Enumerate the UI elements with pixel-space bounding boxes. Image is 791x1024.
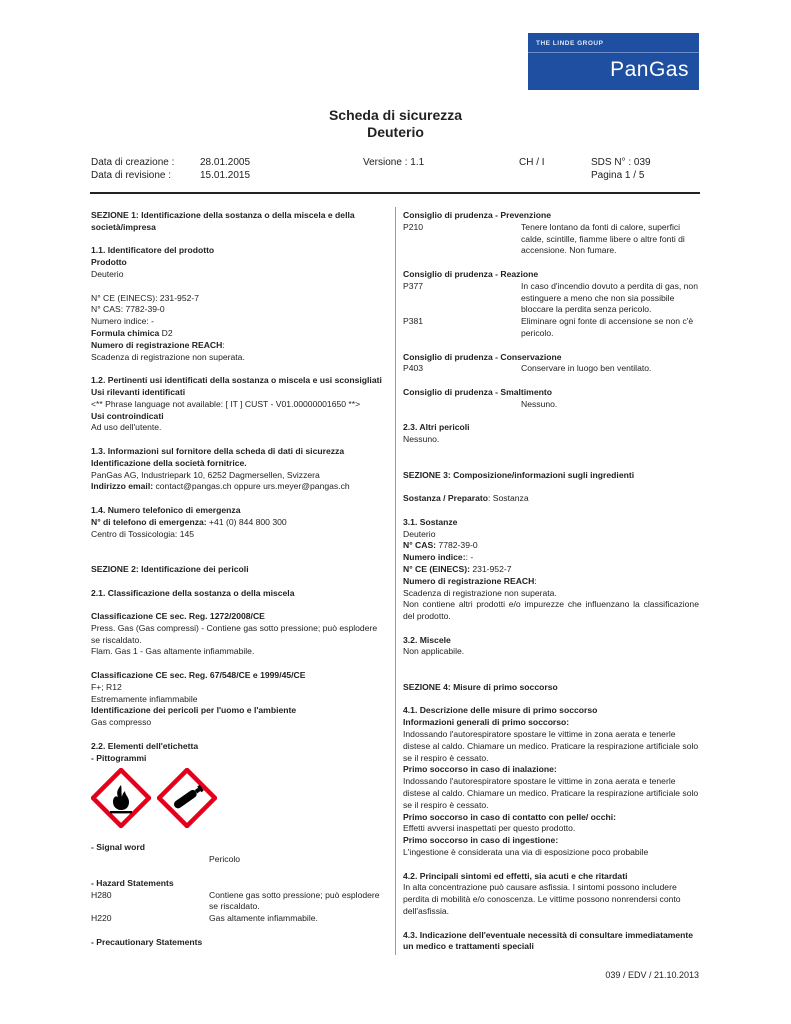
pangas-brand: PanGas — [610, 58, 689, 81]
reaction-title: Consiglio di prudenza - Reazione — [403, 268, 539, 279]
fornitrice-label: Identificazione della società fornitrice. — [91, 457, 247, 468]
substance-label: Sostanza / Preparato — [403, 493, 489, 504]
ce-label: N° CE (EINECS): — [403, 563, 470, 574]
precautionary-label: - Precautionary Statements — [91, 936, 203, 947]
ingestion-text: L'ingestione è considerata una via di esposizione poco probabile — [403, 847, 649, 858]
substance-name: Deuterio — [403, 528, 436, 539]
h220-code: H220 — [91, 913, 112, 924]
p377-text: In caso d'incendio dovuto a perdita di gas, non estinguere a meno che non sia possibile bloccare la perdita senza pericolo. — [521, 280, 698, 315]
general-aid-label: Informazioni generali di primo soccorso: — [403, 717, 570, 728]
formula — [91, 328, 387, 340]
h220-text: Gas altamente infiammabile. — [209, 913, 318, 924]
clp-line-1: Press. Gas (Gas compressi) - Contiene gas sotto pressione; può esplodere se riscaldato. — [91, 622, 378, 645]
reach-value: Scadenza di registrazione non superata. — [403, 587, 557, 598]
reach-label: Numero di registrazione REACH — [91, 339, 223, 350]
dsd-title: Classificazione CE sec. Reg. 67/548/CE e 1999/45/CE — [91, 670, 306, 681]
reach-colon: : — [222, 339, 225, 350]
prevention-title: Consiglio di prudenza - Prevenzione — [403, 210, 552, 220]
gas-cylinder-pictogram-icon — [157, 768, 217, 828]
h280-row — [91, 890, 387, 914]
phone-value: +41 (0) 844 800 300 — [206, 516, 287, 527]
fornitrice-value: PanGas AG, Industriepark 10, 6252 Dagmersellen, Svizzera — [91, 469, 320, 480]
reach-note: Non contiene altri prodotti e/o impurezze che influenzano la classificazione del prodotto. — [403, 599, 699, 622]
p381-code: P381 — [403, 316, 424, 327]
dsd-line-2: Estremamente infiammabile — [91, 693, 198, 704]
country-language: CH / I — [519, 157, 545, 168]
cas-value: 7782-39-0 — [436, 540, 478, 551]
section-3-2-text: Non applicabile. — [403, 646, 465, 657]
skin-eye-label: Primo soccorso in caso di contatto con pelle/ occhi: — [403, 811, 616, 822]
h220-row — [91, 913, 387, 925]
right-column — [403, 210, 699, 953]
ingestion-label: Primo soccorso in caso di ingestione: — [403, 835, 559, 846]
ce-row — [403, 564, 699, 576]
pangas-logo — [528, 33, 699, 90]
index-row — [403, 552, 699, 564]
creation-date: 28.01.2005 — [200, 157, 251, 168]
ce-value: 231-952-7 — [469, 563, 512, 574]
index-number: Numero indice: - — [91, 316, 155, 327]
formula-label: Formula chimica — [91, 327, 160, 338]
dsd-line-1: F+; R12 — [91, 681, 122, 692]
document-title: Scheda di sicurezza — [328, 107, 463, 123]
reach-row — [403, 576, 699, 588]
clp-line-2: Flam. Gas 1 - Gas altamente infiammabile. — [91, 646, 255, 657]
skin-eye-text: Effetti avversi inaspettati per questo prodotto. — [403, 823, 576, 834]
section-2-3-title: 2.3. Altri pericoli — [403, 422, 470, 433]
section-2-1-title: 2.1. Classificazione della sostanza o della miscela — [91, 587, 295, 598]
p377-code: P377 — [403, 280, 424, 291]
usi-value: <** Phrase language not available: [ IT ] CUST - V01.00000001650 **> — [91, 398, 361, 409]
clp-title: Classificazione CE sec. Reg. 1272/2008/CE — [91, 611, 265, 622]
section-4-3-title: 4.3. Indicazione dell'eventuale necessità di consultare immediatamente un medico e trattamenti speciali — [403, 929, 694, 952]
product-title: Deuterio — [367, 124, 424, 140]
email-value[interactable]: contact@pangas.ch oppure urs.meyer@pangas.ch — [153, 481, 350, 492]
section-2-title: SEZIONE 2: Identificazione dei pericoli — [91, 563, 249, 574]
substance-value: : Sostanza — [488, 493, 529, 504]
reach-label: Numero di registrazione REACH — [403, 575, 535, 586]
linde-group-label: THE LINDE GROUP — [536, 40, 604, 47]
hazard-id-label: Identificazione dei pericoli per l'uomo e l'ambiente — [91, 705, 297, 716]
section-3-title: SEZIONE 3: Composizione/informazioni sugli ingredienti — [403, 469, 635, 480]
usi-label: Usi rilevanti identificati — [91, 386, 186, 397]
h280-code: H280 — [91, 889, 112, 900]
p210-code: P210 — [403, 221, 424, 232]
emergency-phone — [91, 517, 387, 529]
ce-number: N° CE (EINECS): 231-952-7 — [91, 292, 200, 303]
section-4-2-text: In alta concentrazione può causare asfissia. I sintomi possono includere perdita di mobilità e/o conoscenza. Le vittime possono nonrendersi conto dell'asfissia. — [403, 882, 681, 917]
section-2-2-title: 2.2. Elementi dell'etichetta — [91, 740, 199, 751]
section-4-title: SEZIONE 4: Misure di primo soccorso — [403, 681, 558, 692]
revision-date: 15.01.2015 — [200, 170, 251, 181]
cas-label: N° CAS: — [403, 540, 437, 551]
h280-text: Contiene gas sotto pressione; può esplodere se riscaldato. — [209, 889, 380, 912]
section-1-1-title: 1.1. Identificatore del prodotto — [91, 245, 215, 256]
contro-value: Ad uso dell'utente. — [91, 422, 162, 433]
signal-word-label: - Signal word — [91, 842, 145, 853]
p381-text: Eliminare ogni fonte di accensione se non c'è pericolo. — [521, 316, 694, 338]
index-label: Numero indice: — [403, 552, 466, 563]
reach — [91, 340, 387, 352]
version: Versione : 1.1 — [363, 157, 425, 168]
pictograms-label: - Pittogrammi — [91, 752, 147, 763]
p381-row — [403, 316, 699, 340]
section-1-2-title: 1.2. Pertinenti usi identificati della sostanza o miscela e usi sconsigliati — [91, 375, 382, 386]
column-divider — [395, 207, 396, 955]
substance-type — [403, 493, 699, 505]
p403-row — [403, 363, 699, 375]
section-3-1-title: 3.1. Sostanze — [403, 516, 458, 527]
header-rule — [90, 192, 700, 194]
contro-label: Usi controindicati — [91, 410, 164, 421]
reach-value: Scadenza di registrazione non superata. — [91, 351, 245, 362]
inhalation-label: Primo soccorso in caso di inalazione: — [403, 764, 557, 775]
section-2-3-text: Nessuno. — [403, 434, 440, 445]
signal-word-value: Pericolo — [209, 854, 241, 865]
page-number: Pagina 1 / 5 — [591, 170, 645, 181]
hazard-statements-label: - Hazard Statements — [91, 877, 174, 888]
prodotto-label: Prodotto — [91, 257, 127, 268]
cas-row — [403, 540, 699, 552]
section-1-title: SEZIONE 1: Identificazione della sostanza o della miscela e della società/impresa — [91, 210, 355, 232]
logo-divider — [528, 52, 699, 53]
p403-code: P403 — [403, 363, 424, 374]
phone-label: N° di telefono di emergenza: — [91, 516, 207, 527]
section-1-3-title: 1.3. Informazioni sul fornitore della scheda di dati di sicurezza — [91, 445, 345, 456]
sds-number: SDS N° : 039 — [591, 157, 651, 168]
creation-label: Data di creazione : — [91, 157, 175, 168]
hazard-id-value: Gas compresso — [91, 717, 152, 728]
email — [91, 481, 387, 493]
tox-center: Centro di Tossicologia: 145 — [91, 528, 195, 539]
storage-title: Consiglio di prudenza - Conservazione — [403, 351, 562, 362]
email-label: Indirizzo email: — [91, 481, 154, 492]
reach-colon: : — [534, 575, 537, 586]
p403-text: Conservare in luogo ben ventilato. — [521, 363, 652, 374]
p377-row — [403, 281, 699, 316]
inhalation-text: Indossando l'autorespiratore spostare le vittime in zona aerata e tenerle distese al caldo. Chiamare un medico. Praticare la respirazione artificiale solo se il respiro è cessato. — [403, 776, 699, 810]
p210-row — [403, 222, 699, 257]
footer-code: 039 / EDV / 21.10.2013 — [605, 970, 699, 980]
flame-pictogram-icon — [91, 768, 151, 828]
section-3-2-title: 3.2. Miscele — [403, 634, 451, 645]
section-4-1-title: 4.1. Descrizione delle misure di primo soccorso — [403, 705, 598, 716]
p210-text: Tenere lontano da fonti di calore, superfici calde, scintille, fiamme libere o altre fonti di accensione. Non fumare. — [521, 221, 685, 256]
cas-number: N° CAS: 7782-39-0 — [91, 304, 165, 315]
pictograms — [91, 768, 387, 828]
general-aid-text: Indossando l'autorespiratore spostare le vittime in zona aerata e tenerle distese al caldo. Chiamare un medico. Praticare la respirazione artificiale solo se il respiro è cessato. — [403, 729, 699, 763]
index-value: : - — [465, 552, 474, 563]
left-column — [91, 210, 387, 949]
disposal-text: Nessuno. — [521, 398, 558, 409]
revision-label: Data di revisione : — [91, 170, 172, 181]
formula-value: D2 — [159, 327, 173, 338]
section-4-2-title: 4.2. Principali sintomi ed effetti, sia acuti e che ritardati — [403, 870, 628, 881]
prodotto-value: Deuterio — [91, 268, 124, 279]
section-1-4-title: 1.4. Numero telefonico di emergenza — [91, 504, 241, 515]
disposal-title: Consiglio di prudenza - Smaltimento — [403, 386, 552, 397]
